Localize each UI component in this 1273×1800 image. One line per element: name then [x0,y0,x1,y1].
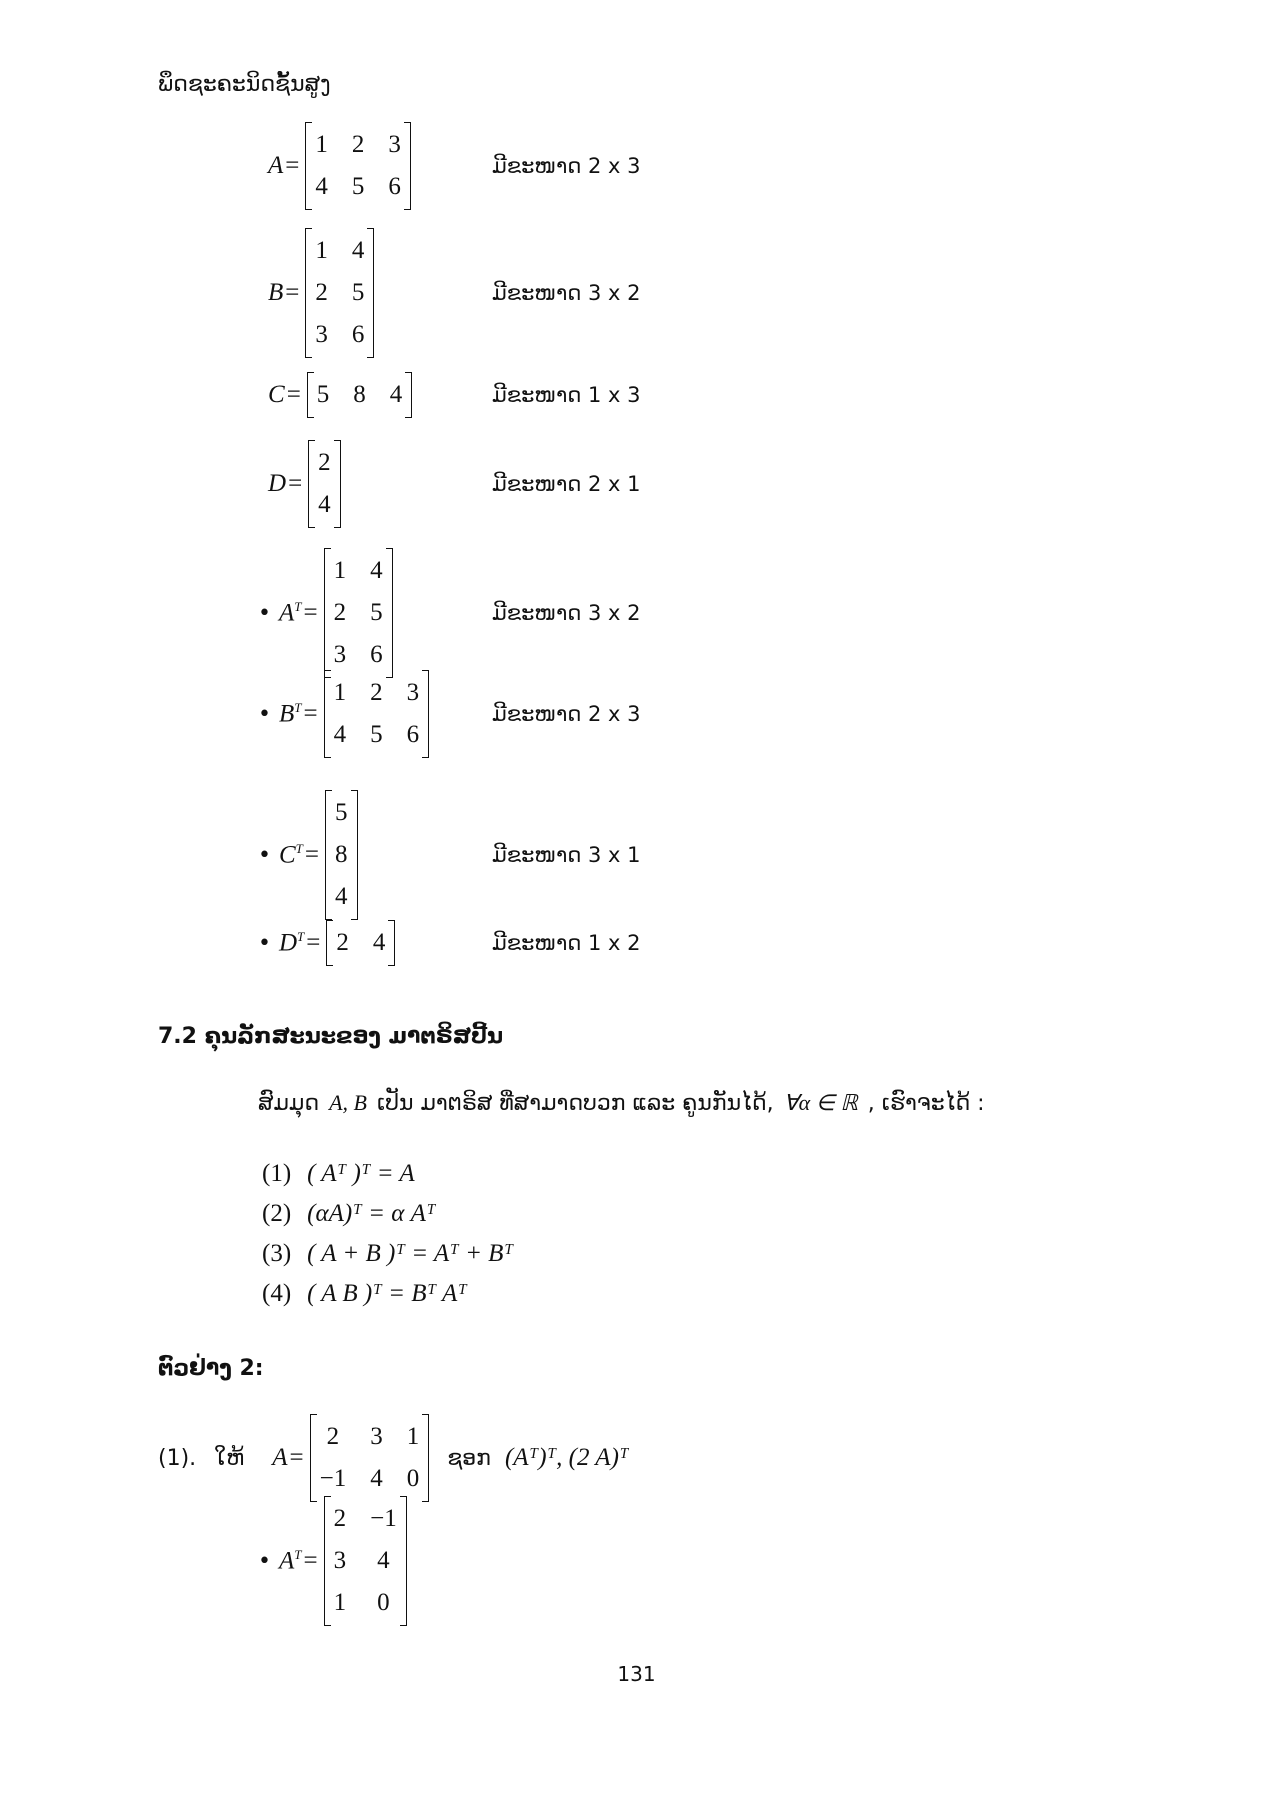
matrix-size: ມີຂະໜາດ 2 x 1 [492,472,641,496]
matrix-size: ມີຂະໜາດ 3 x 2 [492,281,641,305]
definition-row [258,790,358,920]
property-expression: ( A B )ᵀ = Bᵀ Aᵀ [307,1280,467,1307]
property-row [262,1240,513,1268]
definition-row [258,670,429,758]
matrix-cell: 4 [335,883,348,910]
section-heading: 7.2 ຄຸນລັກສະນະຂອງ ມາຕຣິສປີ້ນ [158,1024,504,1049]
answer-matrix [324,1496,407,1626]
definition-row [268,122,411,210]
equals-sign: = [289,1444,304,1471]
matrix-cell: 6 [351,321,365,348]
matrix-cell: 2 [326,1423,340,1450]
answer-line [258,1496,407,1626]
property-number: (3) [262,1240,292,1267]
matrix-cell: 1 [333,679,347,706]
property-row [262,1160,415,1188]
equals-sign: = [306,929,321,956]
property-number: (4) [262,1280,292,1307]
assumption-suffix: , ເຮົາຈະໄດ້ : [867,1091,985,1116]
matrix-cell: 2 [318,449,331,476]
matrix-cell: 6 [370,641,383,668]
example-find: ຊອກ [447,1445,491,1471]
matrix-cell: 4 [377,1547,390,1574]
assumption-quantifier: ∀α ∈ ℝ [783,1090,858,1115]
matrix-cell: 2 [333,599,347,626]
intro-line: ພຶດຊະຄະນິດຊັ້ນສູງ [158,72,331,97]
equals-sign: = [303,1547,318,1574]
matrix-label: $D^T$ [278,928,305,957]
matrix-cell: 0 [377,1589,390,1616]
matrix-size: ມີຂະໜາດ 1 x 2 [492,931,641,955]
definition-row [268,228,374,358]
property-row [262,1200,436,1228]
property-number: (2) [262,1200,292,1227]
equals-sign: = [285,152,300,179]
matrix-size: ມີຂະໜາດ 2 x 3 [492,702,641,726]
property-expression: ( A + B )ᵀ = Aᵀ + Bᵀ [307,1240,514,1267]
matrix-size: ມີຂະໜາດ 3 x 2 [492,601,641,625]
page-number: 131 [617,1662,656,1686]
property-expression: (αA)ᵀ = α Aᵀ [307,1200,436,1227]
assumption-vars: A, B [329,1090,367,1115]
property-number: (1) [262,1160,292,1187]
definition-row [268,372,412,418]
matrix-cell: 1 [315,237,328,264]
example-heading: ຕົວຢ່າງ 2: [158,1356,264,1381]
assumption-line [258,1090,985,1116]
assumption-middle: ເປັນ ມາຕຣິສ ທີ່ສາມາດບວກ ແລະ ຄູນກັນໄດ້, [376,1091,774,1116]
matrix-cell: 1 [333,1589,347,1616]
matrix-cell: 5 [316,381,330,408]
matrix-cell: 1 [315,131,328,158]
matrix-cell: 2 [315,279,328,306]
matrix-label: $C^T$ [278,840,303,869]
matrix-cell: 4 [389,381,403,408]
matrix-cell: 4 [351,237,365,264]
matrix-cell: 2 [336,929,349,956]
equals-sign: = [288,470,303,497]
matrix-label: A [268,152,284,179]
example-give: ໃຫ້ [214,1445,245,1471]
matrix-cell: 5 [351,279,365,306]
example-matrix [310,1414,430,1502]
equals-sign: = [304,841,320,868]
matrix-cell: 0 [406,1465,420,1492]
matrix-cell: 5 [370,599,383,626]
example-targets: (Aᵀ)ᵀ, (2 A)ᵀ [504,1444,629,1471]
bullet: • [258,701,271,727]
matrix-size: ມີຂະໜາດ 3 x 1 [492,843,641,867]
matrix-cell: 8 [353,381,366,408]
equals-sign: = [303,599,318,626]
matrix [305,228,374,358]
property-expression: ( Aᵀ )ᵀ = A [307,1160,415,1187]
matrix-cell: 4 [318,491,331,518]
example-line [158,1414,629,1502]
matrix-cell: 3 [333,1547,347,1574]
equals-sign: = [303,700,318,727]
matrix-cell: 5 [370,721,383,748]
matrix-cell: −1 [319,1465,347,1492]
matrix-cell: 5 [351,173,365,200]
matrix-cell: 2 [333,1505,347,1532]
matrix-size: ມີຂະໜາດ 1 x 3 [492,383,641,407]
matrix [307,372,413,418]
equals-sign: = [285,279,300,306]
example-lhs: A [272,1444,288,1471]
bullet: • [258,1548,271,1574]
property-row [262,1280,467,1308]
definition-row [258,920,395,966]
matrix-label: $B^T$ [278,699,302,728]
bullet: • [258,930,271,956]
matrix-cell: 1 [406,1423,420,1450]
matrix-cell: 3 [388,131,401,158]
matrix [324,670,430,758]
matrix-label: D [268,470,287,497]
matrix-cell: 4 [333,721,347,748]
matrix-cell: 3 [370,1423,383,1450]
definition-row [258,548,393,678]
matrix-cell: 3 [406,679,420,706]
example-label: (1). [158,1445,197,1471]
matrix-cell: 1 [333,557,347,584]
matrix-cell: 8 [335,841,348,868]
matrix-cell: 2 [370,679,383,706]
matrix-cell: −1 [370,1505,397,1532]
equals-sign: = [286,381,301,408]
matrix-label: C [268,381,285,408]
matrix-cell: 3 [315,321,328,348]
matrix [326,920,395,966]
matrix [325,790,358,920]
answer-lhs: $A^T$ [278,1546,302,1575]
matrix-cell: 4 [370,1465,383,1492]
matrix-size: ມີຂະໜາດ 2 x 3 [492,154,641,178]
matrix [324,548,393,678]
definition-row [268,440,341,528]
matrix-label: B [268,279,284,306]
matrix [308,440,341,528]
matrix-label: $A^T$ [278,598,302,627]
bullet: • [258,842,271,868]
matrix-cell: 4 [315,173,328,200]
matrix-cell: 6 [388,173,401,200]
matrix-cell: 4 [372,929,386,956]
matrix-cell: 4 [370,557,383,584]
assumption-prefix: ສົມມຸດ [258,1091,320,1116]
bullet: • [258,600,271,626]
matrix [305,122,411,210]
matrix-cell: 6 [406,721,420,748]
matrix-cell: 5 [335,799,348,826]
matrix-cell: 2 [351,131,365,158]
matrix-cell: 3 [333,641,347,668]
